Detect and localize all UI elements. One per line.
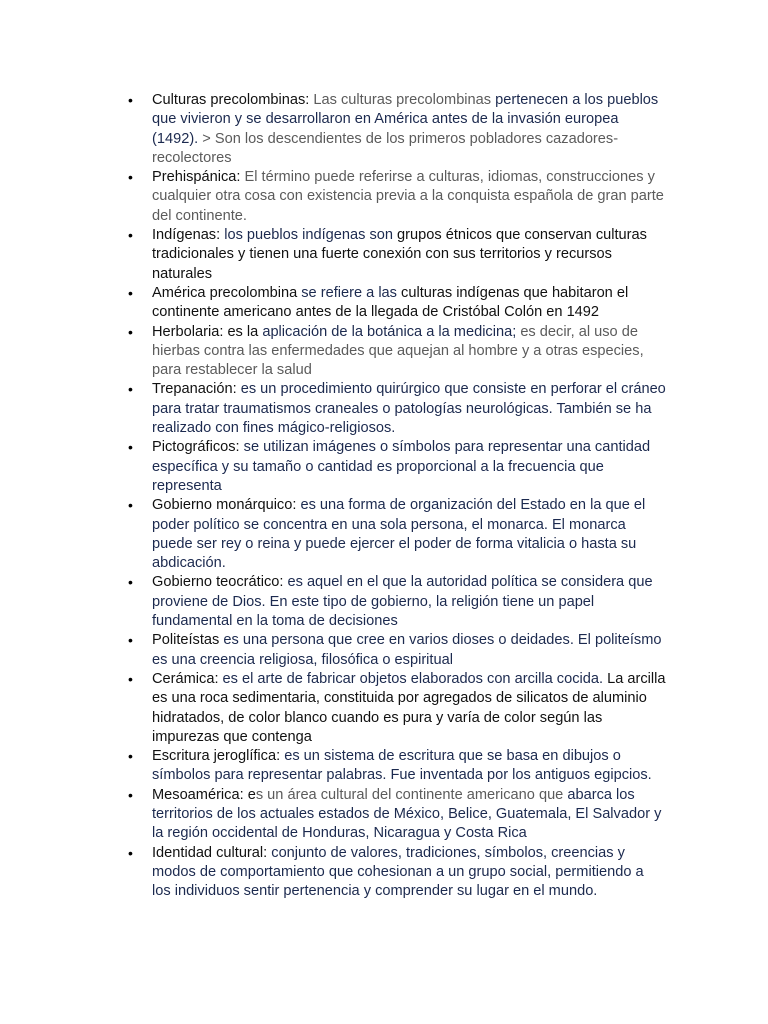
- bullet-icon: •: [128, 632, 133, 649]
- definition-text: es una persona que cree en varios dioses o deidades. El politeísmo es una creencia religiosa, filosófica o espiritual: [152, 632, 662, 668]
- definition-text: es aquel en el que la autoridad política se considera que proviene de Dios. En este tipo de gobierno, la religión tiene un papel fundamental en la toma de decisiones: [152, 574, 653, 630]
- list-item: [128, 284, 666, 323]
- definition-text: los pueblos indígenas son: [220, 227, 393, 244]
- definition-text: > Son los descendientes de los primeros pobladores cazadores-recolectores: [152, 130, 619, 166]
- list-item: [128, 573, 666, 631]
- bullet-icon: •: [128, 748, 133, 765]
- list-item: [128, 380, 666, 438]
- definition-text: El término puede referirse a culturas, idiomas, construcciones y cualquier otra cosa con existencia previa a la conquista española de gran parte del continente.: [152, 169, 664, 224]
- definition-text: Las culturas precolombinas: [309, 92, 496, 108]
- term-label: Gobierno teocrático:: [152, 574, 284, 591]
- bullet-icon: •: [128, 844, 133, 861]
- definition-text: es una forma de organización del Estado en la que el poder político se concentra en una sola persona, el monarca. El monarca puede ser rey o reina y puede ejercer el poder de forma vitalicia o hasta su abdicación.: [152, 497, 646, 572]
- list-item: [128, 844, 666, 902]
- definition-text: es un procedimiento quirúrgico que consiste en perforar el cráneo para tratar traumatismos craneales o patologías neurológicas. También se ha realizado con fines mágico-religiosos.: [152, 381, 666, 437]
- definition-text: s un área cultural del continente americano que: [255, 786, 568, 803]
- definition-text: es el arte de fabricar objetos elaborados con arcilla cocida.: [218, 670, 604, 687]
- definition-text: culturas indígenas que habitaron el continente americano antes de la llegada de Cristóbal Colón en 1492: [152, 284, 629, 321]
- list-item: [128, 631, 666, 670]
- bullet-icon: •: [128, 670, 133, 687]
- definition-text: grupos étnicos que conservan culturas tradicionales y tienen una fuerte conexión con sus territorios y recursos naturales: [152, 227, 647, 282]
- definition-text: es decir, al uso de hierbas contra las enfermedades que aquejan al hombre y a otras especies, para restablecer la salud: [152, 323, 644, 379]
- definition-text: se utilizan imágenes o símbolos para representar una cantidad específica y su tamaño o cantidad es proporcional a la frecuencia que representa: [152, 439, 651, 494]
- list-item: [128, 91, 666, 168]
- definition-text: pertenecen a los pueblos que vivieron y se desarrollaron en América antes de la invasión europea (1492).: [152, 92, 659, 147]
- bullet-icon: •: [128, 284, 133, 301]
- term-label: Politeístas: [152, 632, 220, 649]
- term-label: Cerámica:: [152, 670, 219, 687]
- definition-text: e: [243, 786, 256, 803]
- list-item: [128, 226, 666, 284]
- bullet-icon: •: [128, 439, 133, 456]
- list-item: [128, 168, 666, 226]
- list-item: [128, 323, 666, 381]
- definition-text: es un sistema de escritura que se basa en dibujos o símbolos para representar palabras. Fue inventada por los antiguos egipcios.: [152, 748, 652, 784]
- bullet-icon: •: [128, 497, 133, 514]
- list-item: [128, 786, 666, 844]
- definition-text: conjunto de valores, tradiciones, símbolos, creencias y modos de comportamiento que cohesionan a un grupo social, permitiendo a los individuos sentir pertenencia y comprender su lugar en el mundo.: [152, 844, 644, 900]
- bullet-icon: •: [128, 574, 133, 591]
- term-label: Herbolaria:: [152, 323, 224, 340]
- term-label: Escritura jeroglífica:: [152, 748, 281, 765]
- term-label: Indígenas:: [152, 227, 221, 244]
- term-label: Pictográficos:: [152, 439, 240, 456]
- bullet-icon: •: [128, 169, 133, 186]
- definition-text: es la: [223, 323, 263, 340]
- term-label: Prehispánica:: [152, 169, 241, 186]
- bullet-icon: •: [128, 227, 133, 244]
- definition-text: La arcilla es una roca sedimentaria, constituida por agregados de silicatos de aluminio hidratados, de color blanco cuando es pura y varía de color según las impurezas que contenga: [152, 670, 666, 745]
- term-label: América precolombina: [152, 284, 298, 301]
- bullet-icon: •: [128, 92, 133, 108]
- term-label: Gobierno monárquico:: [152, 497, 297, 514]
- definition-text: abarca los territorios de los actuales estados de México, Belice, Guatemala, El Salvador y la región occidental de Honduras, Nicaragua y Costa Rica: [152, 786, 662, 842]
- term-label: Trepanación:: [152, 381, 237, 398]
- term-label: Mesoamérica:: [152, 786, 244, 803]
- definition-text: se refiere a las: [297, 284, 397, 301]
- list-item: [128, 438, 666, 496]
- bullet-icon: •: [128, 786, 133, 803]
- definition-text: aplicación de la botánica a la medicina;: [262, 323, 517, 340]
- term-label: Identidad cultural:: [152, 844, 268, 861]
- list-item: [128, 496, 666, 573]
- bullet-icon: •: [128, 323, 133, 340]
- term-label: Culturas precolombinas:: [152, 92, 310, 108]
- bullet-icon: •: [128, 381, 133, 398]
- list-item: [128, 747, 666, 786]
- list-item: [128, 670, 666, 747]
- definition-list: [128, 91, 666, 901]
